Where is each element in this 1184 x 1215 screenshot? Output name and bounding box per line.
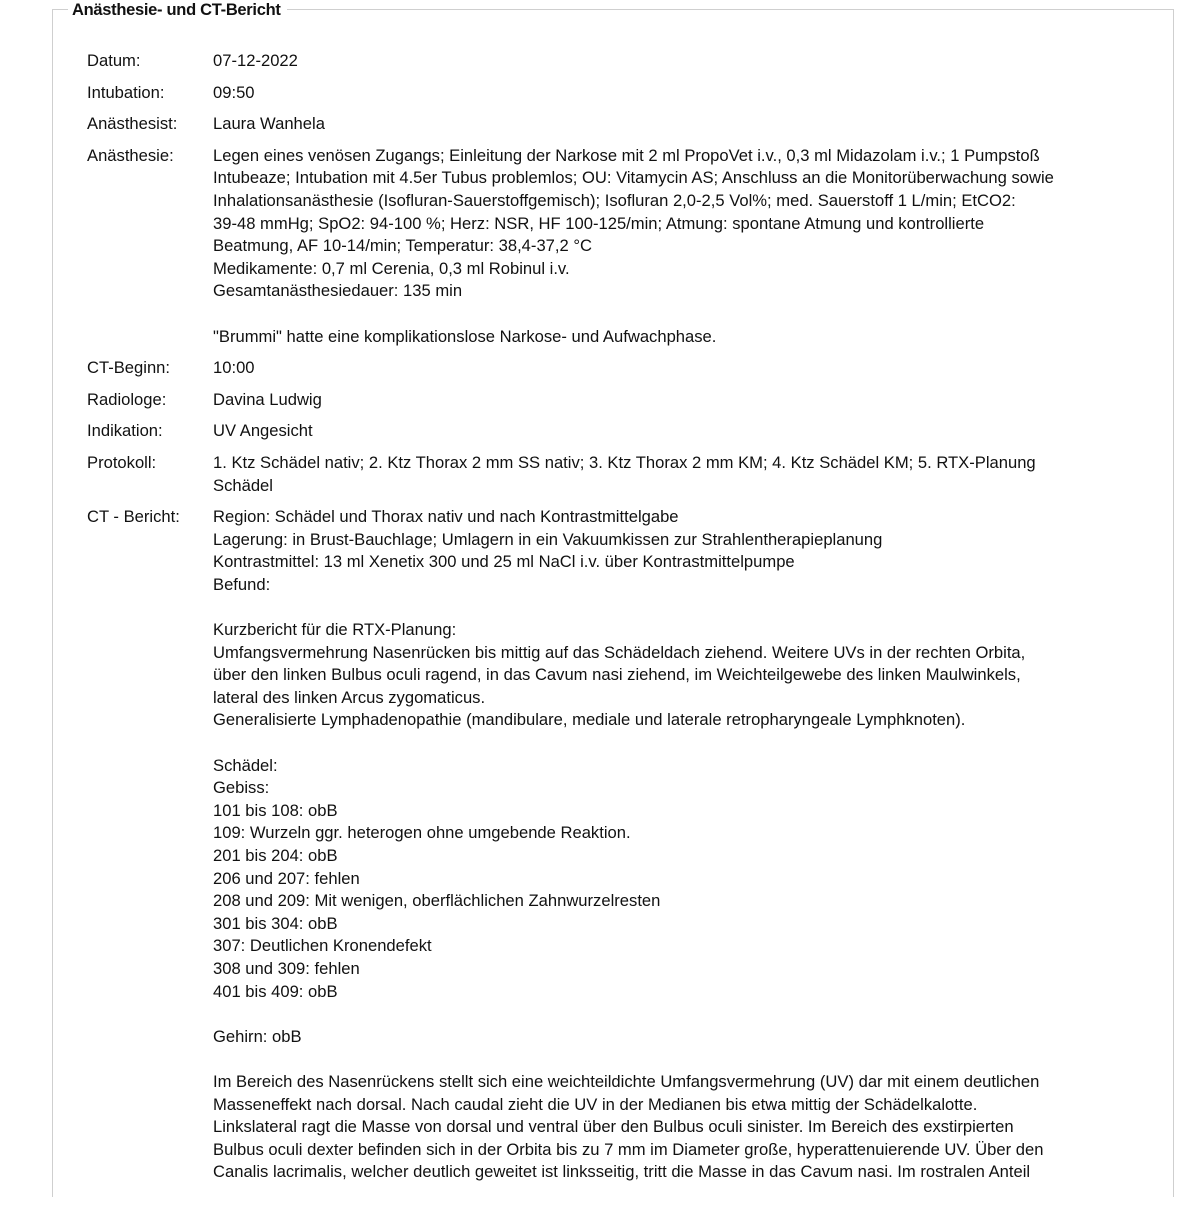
- spacer: [213, 596, 1162, 619]
- protokoll-line: 1. Ktz Schädel nativ; 2. Ktz Thorax 2 mm SS nativ; 3. Ktz Thorax 2 mm KM; 4. Ktz Schädel KM; 5. RTX-Planung: [213, 452, 1036, 472]
- befund-line: Linkslateral ragt die Masse von dorsal und ventral über den Bulbus oculi sinister. Im Bereich des exstirpierten: [213, 1117, 1014, 1137]
- befund-line: Canalis lacrimalis, welcher deutlich geweitet ist linksseitig, tritt die Masse in das Cavum nasi. Im rostralen Anteil: [213, 1162, 1031, 1182]
- schaedel-line: 401 bis 409: obB: [213, 981, 338, 1001]
- schaedel-line: 307: Deutlichen Kronendefekt: [213, 936, 432, 956]
- row-anaesthesie: [87, 145, 1162, 348]
- kurzbericht-line: Generalisierte Lymphadenopathie (mandibulare, mediale und laterale retropharyngeale Lymphknoten).: [213, 710, 966, 730]
- befund-line: Masseneffekt nach dorsal. Nach caudal zieht die UV in der Medianen bis etwa mittig der Schädelkalotte.: [213, 1094, 978, 1114]
- label-indikation: Indikation:: [87, 421, 163, 441]
- report-rows: [87, 50, 1162, 1193]
- label-anaesthesist: Anästhesist:: [87, 114, 178, 134]
- row-protokoll: [87, 452, 1162, 497]
- spacer: [213, 732, 1162, 755]
- anaesthesie-line: Beatmung, AF 10-14/min; Temperatur: 38,4-37,2 °C: [213, 236, 592, 256]
- value-radiologe: Davina Ludwig: [213, 389, 322, 409]
- label-protokoll: Protokoll:: [87, 452, 157, 472]
- schaedel-line: 109: Wurzeln ggr. heterogen ohne umgebende Reaktion.: [213, 823, 631, 843]
- ct-bericht-line: Lagerung: in Brust-Bauchlage; Umlagern in ein Vakuumkissen zur Strahlentherapieplanung: [213, 529, 883, 549]
- row-datum: [87, 50, 1162, 73]
- ct-bericht-line: Kontrastmittel: 13 ml Xenetix 300 und 25 ml NaCl i.v. über Kontrastmittelpumpe: [213, 552, 795, 572]
- ct-bericht-line: Region: Schädel und Thorax nativ und nach Kontrastmittelgabe: [213, 507, 679, 527]
- gehirn-line: Gehirn: obB: [213, 1026, 302, 1046]
- anaesthesie-line: Legen eines venösen Zugangs; Einleitung der Narkose mit 2 ml PropoVet i.v., 0,3 ml Midazolam i.v.; 1 Pumpstoß: [213, 145, 1040, 165]
- value-ct-beginn: 10:00: [213, 358, 255, 378]
- row-intubation: [87, 82, 1162, 105]
- label-ct-beginn: CT-Beginn:: [87, 358, 171, 378]
- spacer: [213, 1048, 1162, 1071]
- value-ct-bericht: [213, 506, 1162, 1184]
- befund-line: Bulbus oculi dexter befinden sich in der Orbita bis zu 7 mm im Diameter große, hyperattenuierende UV. Über den: [213, 1139, 1044, 1159]
- ct-bericht-line: Befund:: [213, 574, 271, 594]
- value-datum: 07-12-2022: [213, 51, 298, 70]
- protokoll-line: Schädel: [213, 475, 273, 495]
- value-protokoll: [213, 452, 1162, 497]
- spacer: [213, 1003, 1162, 1026]
- value-anaesthesist: Laura Wanhela: [213, 114, 325, 134]
- label-intubation: Intubation:: [87, 82, 165, 102]
- anaesthesie-line: Medikamente: 0,7 ml Cerenia, 0,3 ml Robinul i.v.: [213, 258, 570, 278]
- kurzbericht-line: Kurzbericht für die RTX-Planung:: [213, 620, 457, 640]
- schaedel-line: 308 und 309: fehlen: [213, 958, 360, 978]
- befund-line: Im Bereich des Nasenrückens stellt sich eine weichteildichte Umfangsvermehrung (UV) dar mit einem deutlichen: [213, 1071, 1040, 1091]
- value-anaesthesie: [213, 145, 1162, 348]
- value-intubation: 09:50: [213, 82, 255, 102]
- row-ct-bericht: [87, 506, 1162, 1184]
- schaedel-line: 208 und 209: Mit wenigen, oberflächlichen Zahnwurzelresten: [213, 891, 661, 911]
- spacer: [213, 303, 1162, 326]
- row-anaesthesist: [87, 113, 1162, 136]
- anaesthesie-line: Gesamtanästhesiedauer: 135 min: [213, 281, 463, 301]
- row-radiologe: [87, 389, 1162, 412]
- report-fieldset: [52, 1, 1174, 1197]
- report-title: Anästhesie- und CT-Bericht: [68, 0, 287, 20]
- schaedel-line: Schädel:: [213, 755, 278, 775]
- anaesthesie-line: Intubeaze; Intubation mit 4.5er Tubus problemlos; OU: Vitamycin AS; Anschluss an die Monitorüberwachung sowie: [213, 168, 1054, 188]
- schaedel-line: Gebiss:: [213, 778, 270, 798]
- label-radiologe: Radiologe:: [87, 389, 167, 409]
- label-datum: Datum:: [87, 51, 141, 70]
- anaesthesie-summary: "Brummi" hatte eine komplikationslose Narkose- und Aufwachphase.: [213, 326, 717, 346]
- schaedel-line: 206 und 207: fehlen: [213, 868, 360, 888]
- schaedel-line: 101 bis 108: obB: [213, 800, 338, 820]
- kurzbericht-line: Umfangsvermehrung Nasenrücken bis mittig auf das Schädeldach ziehend. Weitere UVs in der rechten Orbita,: [213, 642, 1026, 662]
- schaedel-line: 201 bis 204: obB: [213, 846, 338, 865]
- value-indikation: UV Angesicht: [213, 421, 313, 441]
- kurzbericht-line: über den linken Bulbus oculi ragend, in das Cavum nasi ziehend, im Weichteilgewebe des linken Maulwinkels,: [213, 665, 1021, 685]
- label-anaesthesie: Anästhesie:: [87, 145, 174, 165]
- anaesthesie-line: 39-48 mmHg; SpO2: 94-100 %; Herz: NSR, HF 100-125/min; Atmung: spontane Atmung und kontrollierte: [213, 213, 985, 233]
- row-indikation: [87, 420, 1162, 443]
- kurzbericht-line: lateral des linken Arcus zygomaticus.: [213, 687, 486, 707]
- row-ct-beginn: [87, 357, 1162, 380]
- label-ct-bericht: CT - Bericht:: [87, 507, 180, 527]
- anaesthesie-line: Inhalationsanästhesie (Isofluran-Sauerstoffgemisch); Isofluran 2,0-2,5 Vol%; med. Sauerstoff 1 L/min; EtCO2:: [213, 190, 1016, 210]
- schaedel-line: 301 bis 304: obB: [213, 913, 338, 933]
